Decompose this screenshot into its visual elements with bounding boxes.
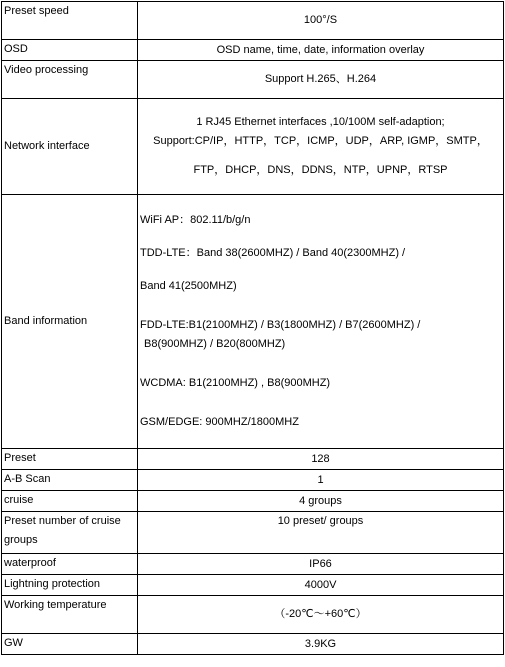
- lightning-protection-label: Lightning protection: [2, 575, 138, 596]
- waterproof-label: waterproof: [2, 554, 138, 575]
- row-cruise: [2, 491, 504, 512]
- band-information-line: B8(900MHZ) / B20(800MHZ): [144, 338, 286, 350]
- ab-scan-label: A-B Scan: [2, 470, 138, 491]
- network-interface-label: Network interface: [2, 99, 138, 195]
- lightning-protection-value: 4000V: [138, 575, 504, 596]
- row-ab-scan: [2, 470, 504, 491]
- row-waterproof: [2, 554, 504, 575]
- band-information-line: WCDMA: B1(2100MHZ) , B8(900MHZ): [140, 377, 331, 389]
- preset-speed-value: 100°/S: [138, 2, 504, 40]
- row-osd: [2, 40, 504, 61]
- band-information-line: Band 41(2500MHZ): [140, 280, 237, 292]
- row-video-processing: [2, 61, 504, 99]
- band-information-label: Band information: [2, 195, 138, 449]
- network-interface-line: FTP，DHCP，DNS，DDNS，NTP，UPNP，RTSP: [193, 164, 448, 176]
- network-interface-line: 1 RJ45 Ethernet interfaces ,10/100M self-adaption;: [196, 116, 445, 128]
- preset-value: 128: [138, 449, 504, 470]
- network-interface-value: [138, 99, 504, 195]
- row-preset: [2, 449, 504, 470]
- cruise-value: 4 groups: [138, 491, 504, 512]
- working-temperature-label: Working temperature: [2, 596, 138, 634]
- row-working-temperature: [2, 596, 504, 634]
- band-information-line: FDD-LTE:B1(2100MHZ) / B3(1800MHZ) / B7(2600MHZ) /: [140, 319, 421, 331]
- preset-number-cruise-value: 10 preset/ groups: [138, 512, 504, 554]
- osd-value: OSD name, time, date, information overlay: [138, 40, 504, 61]
- band-information-line: GSM/EDGE: 900MHZ/1800MHZ: [140, 416, 299, 428]
- preset-speed-label: Preset speed: [2, 2, 138, 40]
- band-information-value: [138, 195, 504, 449]
- working-temperature-value: （-20℃～+60℃）: [138, 596, 504, 634]
- band-information-line: TDD-LTE：Band 38(2600MHZ) / Band 40(2300MHZ) /: [140, 247, 406, 259]
- preset-number-cruise-label: [2, 512, 138, 554]
- row-network-interface: [2, 99, 504, 195]
- osd-label: OSD: [2, 40, 138, 61]
- cruise-label: cruise: [2, 491, 138, 512]
- video-processing-label: Video processing: [2, 61, 138, 99]
- band-information-line: WiFi AP：802.11/b/g/n: [140, 214, 251, 226]
- preset-number-cruise-label-line: groups: [4, 534, 38, 546]
- spec-table: [1, 1, 504, 655]
- preset-label: Preset: [2, 449, 138, 470]
- row-lightning-protection: [2, 575, 504, 596]
- row-preset-speed: [2, 2, 504, 40]
- video-processing-value: Support H.265、H.264: [138, 61, 504, 99]
- row-preset-number-cruise: [2, 512, 504, 554]
- preset-number-cruise-label-line: Preset number of cruise: [4, 515, 121, 527]
- row-band-information: [2, 195, 504, 449]
- network-interface-line: Support:CP/IP，HTTP，TCP，ICMP，UDP，ARP, IGMP，SMTP，: [153, 135, 488, 147]
- ab-scan-value: 1: [138, 470, 504, 491]
- gw-label: GW: [2, 634, 138, 655]
- waterproof-value: IP66: [138, 554, 504, 575]
- gw-value: 3.9KG: [138, 634, 504, 655]
- row-gw: [2, 634, 504, 655]
